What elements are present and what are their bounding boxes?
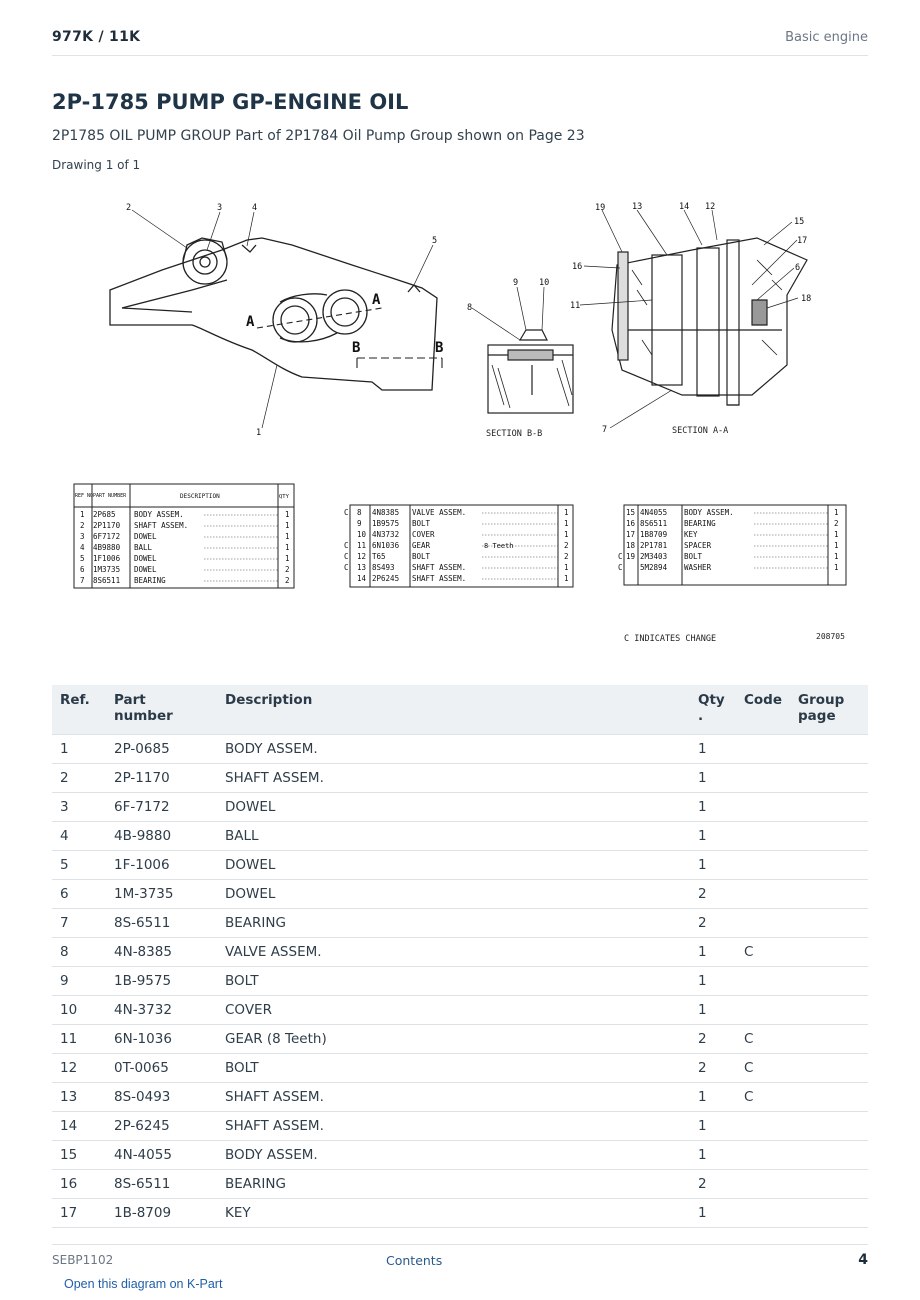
col-code: Code [736, 685, 790, 735]
legend1-desc: DOWEL [134, 554, 157, 563]
cell-ref: 14 [52, 1112, 106, 1141]
legend2-qty: 1 [564, 574, 569, 583]
cell-description: BOLT [217, 1054, 690, 1083]
cell-group-page [790, 1083, 868, 1112]
cell-ref: 15 [52, 1141, 106, 1170]
section-letters [246, 292, 443, 356]
legend3-part: 2M3403 [640, 552, 668, 561]
legend2-desc: BOLT [412, 519, 431, 528]
legend2-part: 8S493 [372, 563, 395, 572]
cell-group-page [790, 735, 868, 764]
legend1-head-ref: REF NO [75, 493, 94, 499]
callout-5: 5 [432, 236, 438, 246]
cell-group-page [790, 996, 868, 1025]
cell-ref: 8 [52, 938, 106, 967]
cell-code: C [736, 1054, 790, 1083]
legend2-ref: 9 [357, 519, 362, 528]
callout-numbers [126, 202, 811, 438]
cell-qty: 2 [690, 1170, 736, 1199]
table-row [52, 1141, 868, 1170]
legend1-qty: 1 [285, 510, 290, 519]
cell-group-page [790, 967, 868, 996]
legend2-part: 1B9575 [372, 519, 400, 528]
cell-description: BALL [217, 822, 690, 851]
pump-body-drawing [110, 238, 437, 390]
legend3-qty: 1 [834, 541, 839, 550]
legend1-qty: 1 [285, 521, 290, 530]
cell-qty: 1 [690, 822, 736, 851]
cell-code [736, 996, 790, 1025]
legend2-qty: 1 [564, 563, 569, 572]
callout-7: 7 [602, 425, 608, 435]
legend3-desc: BOLT [684, 552, 703, 561]
header-divider [52, 55, 868, 56]
cell-code [736, 909, 790, 938]
parts-table [52, 685, 868, 1228]
cell-part-number: 4N-8385 [106, 938, 217, 967]
callout-4: 4 [252, 203, 258, 213]
col-group-page: Group page [790, 685, 868, 735]
legend3-part: 1B8709 [640, 530, 668, 539]
cell-group-page [790, 909, 868, 938]
cell-description: DOWEL [217, 880, 690, 909]
legend3-ref: 18 [626, 541, 636, 550]
legend3-qty: 1 [834, 563, 839, 572]
cell-description: BODY ASSEM. [217, 735, 690, 764]
legend1-part: 1F1006 [93, 554, 121, 563]
legend3-desc: WASHER [684, 563, 712, 572]
cell-qty: 1 [690, 967, 736, 996]
cell-description: BEARING [217, 909, 690, 938]
table-row [52, 1199, 868, 1228]
cell-part-number: 8S-0493 [106, 1083, 217, 1112]
legend1-part: 4B9880 [93, 543, 121, 552]
legend2-qty: 1 [564, 508, 569, 517]
section-letter-b-right: B [435, 340, 444, 356]
table-row [52, 938, 868, 967]
callout-15: 15 [794, 217, 805, 227]
cell-qty: 1 [690, 764, 736, 793]
cell-qty: 2 [690, 1025, 736, 1054]
cell-ref: 7 [52, 909, 106, 938]
cell-group-page [790, 1054, 868, 1083]
legend3-ref: 16 [626, 519, 636, 528]
cell-code [736, 1199, 790, 1228]
legend1-part: 2P685 [93, 510, 116, 519]
drawing-label: Drawing 1 of 1 [52, 158, 141, 172]
cell-description: BEARING [217, 1170, 690, 1199]
cell-group-page [790, 764, 868, 793]
cell-group-page [790, 793, 868, 822]
col-qty: Qty . [690, 685, 736, 735]
cell-code: C [736, 1025, 790, 1054]
legend1-qty: 1 [285, 543, 290, 552]
legend1-ref: 4 [80, 543, 85, 552]
legend1-ref: 7 [80, 576, 85, 585]
legend2-desc: SHAFT ASSEM. [412, 563, 467, 572]
cell-group-page [790, 880, 868, 909]
callout-14: 14 [679, 202, 690, 212]
legend2-desc: GEAR [412, 541, 431, 550]
legend3-part: 8S6511 [640, 519, 668, 528]
contents-link[interactable]: Contents [386, 1253, 443, 1268]
legend1-part: 1M3735 [93, 565, 121, 574]
legend1-part: 8S6511 [93, 576, 121, 585]
page-number: 4 [858, 1252, 868, 1268]
parts-table-header [52, 685, 868, 735]
cell-group-page [790, 1141, 868, 1170]
cell-ref: 12 [52, 1054, 106, 1083]
table-row [52, 1170, 868, 1199]
callout-9: 9 [513, 278, 519, 288]
cell-code [736, 1141, 790, 1170]
legend2-part: 2P6245 [372, 574, 400, 583]
cell-description: GEAR (8 Teeth) [217, 1025, 690, 1054]
cell-code [736, 793, 790, 822]
table-row [52, 1083, 868, 1112]
cell-description: COVER [217, 996, 690, 1025]
cell-ref: 5 [52, 851, 106, 880]
legend3-ref: 19 [626, 552, 636, 561]
legend3-desc: BEARING [684, 519, 716, 528]
cell-part-number: 4N-3732 [106, 996, 217, 1025]
legend2-desc: COVER [412, 530, 435, 539]
cell-group-page [790, 1199, 868, 1228]
table-row [52, 1112, 868, 1141]
cell-code [736, 851, 790, 880]
cell-group-page [790, 851, 868, 880]
section-a-a-caption: SECTION A-A [672, 426, 729, 436]
table-row [52, 793, 868, 822]
cell-ref: 11 [52, 1025, 106, 1054]
legend3-c: C [618, 552, 623, 561]
legend3-desc: KEY [684, 530, 698, 539]
table-row [52, 1025, 868, 1054]
cell-description: DOWEL [217, 851, 690, 880]
cell-description: BOLT [217, 967, 690, 996]
legend1-qty: 1 [285, 554, 290, 563]
legend1-desc: BODY ASSEM. [134, 510, 184, 519]
cell-group-page [790, 1025, 868, 1054]
legend2-part: T65 [372, 552, 386, 561]
callout-17: 17 [797, 236, 808, 246]
cell-ref: 17 [52, 1199, 106, 1228]
cell-group-page [790, 1170, 868, 1199]
legend2-c: C [344, 563, 349, 572]
cell-ref: 2 [52, 764, 106, 793]
open-kpart-link[interactable]: Open this diagram on K-Part [64, 1277, 223, 1291]
legend1-ref: 3 [80, 532, 85, 541]
page-subtitle: 2P1785 OIL PUMP GROUP Part of 2P1784 Oil Pump Group shown on Page 23 [52, 128, 585, 144]
cell-description: VALVE ASSEM. [217, 938, 690, 967]
cell-description: SHAFT ASSEM. [217, 764, 690, 793]
cell-part-number: 6N-1036 [106, 1025, 217, 1054]
cell-code [736, 822, 790, 851]
section-b-b-drawing [488, 330, 573, 413]
legend1-ref: 6 [80, 565, 85, 574]
cell-part-number: 1B-8709 [106, 1199, 217, 1228]
legend3-desc: BODY ASSEM. [684, 508, 734, 517]
cell-qty: 1 [690, 1112, 736, 1141]
legend3-ref: 15 [626, 508, 636, 517]
legend2-qty: 1 [564, 519, 569, 528]
cell-qty: 1 [690, 1083, 736, 1112]
legend3-qty: 1 [834, 530, 839, 539]
cell-ref: 3 [52, 793, 106, 822]
legend-table-3 [618, 505, 846, 585]
cell-description: BODY ASSEM. [217, 1141, 690, 1170]
legend2-c: C [344, 508, 349, 517]
legend1-desc: DOWEL [134, 565, 157, 574]
cell-part-number: 6F-7172 [106, 793, 217, 822]
callout-12: 12 [705, 202, 716, 212]
table-row [52, 764, 868, 793]
cell-group-page [790, 1112, 868, 1141]
legend2-qty: 2 [564, 552, 569, 561]
section-letter-b-left: B [352, 340, 361, 356]
legend-table-2 [344, 505, 573, 587]
legend2-desc: BOLT [412, 552, 431, 561]
cell-description: KEY [217, 1199, 690, 1228]
legend2-desc: SHAFT ASSEM. [412, 574, 467, 583]
legend1-part: 2P1170 [93, 521, 121, 530]
section-letter-a-left: A [246, 314, 255, 330]
cell-code [736, 880, 790, 909]
cell-qty: 1 [690, 793, 736, 822]
legend3-part: 2P1781 [640, 541, 668, 550]
legend1-qty: 1 [285, 532, 290, 541]
callout-18: 18 [801, 294, 812, 304]
legend1-head-desc: DESCRIPTION [180, 493, 220, 500]
cell-ref: 10 [52, 996, 106, 1025]
cell-ref: 4 [52, 822, 106, 851]
legend1-qty: 2 [285, 576, 290, 585]
page-title: 2P-1785 PUMP GP-ENGINE OIL [52, 90, 409, 114]
legend2-desc: VALVE ASSEM. [412, 508, 467, 517]
callout-8: 8 [467, 303, 473, 313]
cell-code [736, 735, 790, 764]
legend1-desc: DOWEL [134, 532, 157, 541]
legend2-part: 4N3732 [372, 530, 400, 539]
legend1-desc: SHAFT ASSEM. [134, 521, 189, 530]
cell-code: C [736, 1083, 790, 1112]
table-row [52, 880, 868, 909]
cell-part-number: 2P-1170 [106, 764, 217, 793]
cell-part-number: 4B-9880 [106, 822, 217, 851]
cell-qty: 1 [690, 1199, 736, 1228]
callout-10: 10 [539, 278, 550, 288]
legend2-gear-note: 8 Teeth [484, 542, 514, 550]
legend1-desc: BEARING [134, 576, 166, 585]
table-row [52, 967, 868, 996]
legend1-qty: 2 [285, 565, 290, 574]
legend3-part: 5M2894 [640, 563, 668, 572]
legend3-desc: SPACER [684, 541, 712, 550]
cell-part-number: 8S-6511 [106, 1170, 217, 1199]
table-row [52, 851, 868, 880]
drawing-number: 208705 [816, 632, 845, 641]
legend2-ref: 10 [357, 530, 367, 539]
cell-ref: 1 [52, 735, 106, 764]
callout-3: 3 [217, 203, 223, 213]
legend2-qty: 2 [564, 541, 569, 550]
cell-group-page [790, 938, 868, 967]
cell-ref: 16 [52, 1170, 106, 1199]
callout-1: 1 [256, 428, 262, 438]
cell-qty: 1 [690, 735, 736, 764]
legend2-ref: 12 [357, 552, 367, 561]
cell-ref: 6 [52, 880, 106, 909]
cell-part-number: 2P-6245 [106, 1112, 217, 1141]
table-row [52, 909, 868, 938]
cell-part-number: 8S-6511 [106, 909, 217, 938]
legend2-ref: 8 [357, 508, 362, 517]
section-b-b-caption: SECTION B-B [486, 429, 543, 439]
callout-11: 11 [570, 301, 581, 311]
legend1-ref: 5 [80, 554, 85, 563]
callout-19: 19 [595, 203, 606, 213]
cell-code: C [736, 938, 790, 967]
legend2-ref: 13 [357, 563, 367, 572]
legend1-head-part: PART NUMBER [93, 493, 127, 499]
cell-code [736, 764, 790, 793]
header-model: 977K / 11K [52, 29, 141, 45]
cell-qty: 2 [690, 909, 736, 938]
cell-part-number: 2P-0685 [106, 735, 217, 764]
cell-part-number: 1B-9575 [106, 967, 217, 996]
legend1-desc: BALL [134, 543, 153, 552]
change-note: C INDICATES CHANGE [624, 634, 717, 644]
legend3-c: C [618, 563, 623, 572]
section-letter-a-right: A [372, 292, 381, 308]
callout-16: 16 [572, 262, 583, 272]
cell-group-page [790, 822, 868, 851]
col-part-number: Part number [106, 685, 217, 735]
cell-qty: 1 [690, 851, 736, 880]
cell-qty: 2 [690, 880, 736, 909]
cell-code [736, 967, 790, 996]
legend2-qty: 1 [564, 530, 569, 539]
col-description: Description [217, 685, 690, 735]
legend3-ref: 17 [626, 530, 636, 539]
legend-table-1 [74, 484, 294, 588]
table-row [52, 735, 868, 764]
legend3-qty: 2 [834, 519, 839, 528]
cell-qty: 2 [690, 1054, 736, 1083]
legend1-ref: 2 [80, 521, 85, 530]
table-row [52, 822, 868, 851]
legend1-part: 6F7172 [93, 532, 121, 541]
legend2-c: C [344, 541, 349, 550]
legend2-c: C [344, 552, 349, 561]
footer-divider [52, 1244, 868, 1245]
cell-code [736, 1170, 790, 1199]
cell-qty: 1 [690, 938, 736, 967]
document-id: SEBP1102 [52, 1253, 114, 1267]
cell-part-number: 0T-0065 [106, 1054, 217, 1083]
legend3-qty: 1 [834, 508, 839, 517]
legend2-part: 6N1036 [372, 541, 400, 550]
section-cut-lines [257, 308, 442, 368]
cell-ref: 9 [52, 967, 106, 996]
section-a-a-drawing [612, 238, 807, 405]
legend3-qty: 1 [834, 552, 839, 561]
table-row [52, 1054, 868, 1083]
legend2-ref: 11 [357, 541, 367, 550]
legend3-part: 4N4055 [640, 508, 668, 517]
cell-code [736, 1112, 790, 1141]
legend2-part: 4N8385 [372, 508, 400, 517]
cell-description: SHAFT ASSEM. [217, 1083, 690, 1112]
header-section: Basic engine [785, 30, 868, 45]
legend1-head-qty: QTY [279, 494, 289, 500]
callout-13: 13 [632, 202, 643, 212]
col-ref: Ref. [52, 685, 106, 735]
cell-qty: 1 [690, 1141, 736, 1170]
cell-qty: 1 [690, 996, 736, 1025]
cell-part-number: 1M-3735 [106, 880, 217, 909]
cell-description: SHAFT ASSEM. [217, 1112, 690, 1141]
legend1-ref: 1 [80, 510, 85, 519]
exploded-parts-diagram [52, 190, 868, 660]
callout-2: 2 [126, 203, 132, 213]
cell-description: DOWEL [217, 793, 690, 822]
cell-ref: 13 [52, 1083, 106, 1112]
cell-part-number: 1F-1006 [106, 851, 217, 880]
callout-6: 6 [795, 263, 801, 273]
cell-part-number: 4N-4055 [106, 1141, 217, 1170]
legend2-ref: 14 [357, 574, 367, 583]
table-row [52, 996, 868, 1025]
